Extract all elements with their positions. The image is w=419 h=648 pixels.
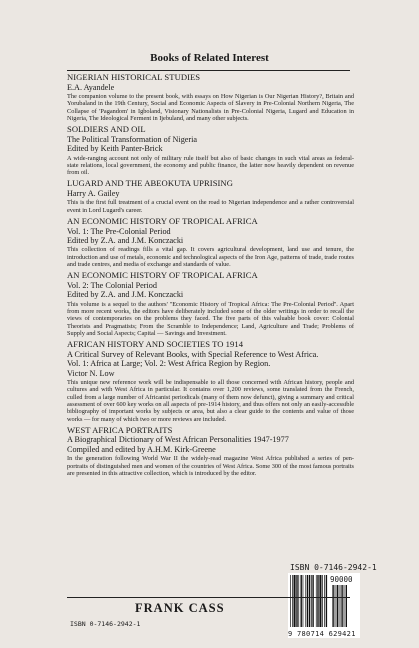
barcode-number: 9 780714 629421 [288, 630, 356, 638]
book-title: AFRICAN HISTORY AND SOCIETIES TO 1914 [67, 339, 244, 350]
book-entry [67, 340, 354, 423]
book-subtitle: A Critical Survey of Relevant Books, with Special Reference to West Africa. [67, 349, 319, 359]
book-entry [67, 179, 354, 214]
book-entry [67, 426, 354, 477]
top-divider [67, 70, 350, 71]
book-author: Victor N. Low [67, 368, 115, 378]
book-title: AN ECONOMIC HISTORY OF TROPICAL AFRICA [67, 216, 258, 227]
book-entry [67, 73, 354, 122]
book-list [67, 73, 354, 480]
book-description: A wide-ranging account not only of military rule itself but also of basic changes in such vital areas as federal-state relations, local government, the economy and public finance, the latter now heavily dependent on revenue from oil. [67, 154, 354, 177]
book-title: WEST AFRICA PORTRAITS [67, 424, 173, 435]
book-entry [67, 217, 354, 268]
book-subtitle: The Political Transformation of Nigeria [67, 134, 198, 144]
book-description: This unique new reference work will be indispensable to all those concerned with African history, people and cultures and with West Africa in particular. It contains over 1,200 reviews, some translated from the French, culled from a large number of Africanist periodicals (many of them now defunct), giving a summary and critical assessment of over 600 key works on all aspects of pre-1914 history, and thus offers not only an easily-accessible bibliography of important works by subjects or area, but also a clear guide to the contents and value of those works — for many of which two or more reviews are included. [67, 379, 354, 423]
book-author: Edited by Keith Panter-Brick [67, 144, 163, 154]
book-subtitle: Vol. 1: The Pre-Colonial Period [67, 226, 171, 236]
book-description: This collection of readings fills a vital gap. It covers agricultural development, land use and tenure, the introduction and use of metals, economic and technological aspects of the Iron Age, patterns of trade, trade routes and trade centres, and media of exchange and standards of value. [67, 246, 354, 269]
book-entry [67, 125, 354, 176]
book-title: LUGARD AND THE ABEOKUTA UPRISING [67, 178, 233, 189]
book-title: SOLDIERS AND OIL [67, 124, 146, 135]
book-author: Edited by Z.A. and J.M. Konczacki [67, 290, 184, 300]
book-description: This is the first full treatment of a crucial event on the road to Nigerian independence and a rather controversial event in Lord Lugard's career. [67, 199, 354, 214]
book-title: AN ECONOMIC HISTORY OF TROPICAL AFRICA [67, 270, 258, 281]
book-author: E.A. Ayandele [67, 82, 115, 92]
book-description: In the generation following World War II the widely-read magazine West Africa published a series of pen-portraits of distinguished men and women of the countries of West Africa. Some 300 of the most famous portraits are presented in this attractive collection, which is introduced by the editor. [67, 455, 354, 477]
book-title: NIGERIAN HISTORICAL STUDIES [67, 72, 201, 82]
book-author: Edited by Z.A. and J.M. Konczacki [67, 236, 184, 246]
publisher-name: FRANK CASS [135, 601, 225, 615]
book-author: Harry A. Gailey [67, 189, 120, 199]
book-volumes: Vol. 1: Africa at Large; Vol. 2: West Africa Region by Region. [67, 359, 271, 369]
book-entry [67, 271, 354, 337]
page-title: Books of Related Interest [150, 52, 269, 64]
bottom-divider [67, 597, 350, 598]
book-subtitle: A Biographical Dictionary of West African Personalities 1947-1977 [67, 435, 289, 445]
footer-isbn: ISBN 0-7146-2942-1 [70, 620, 141, 628]
book-author: Compiled and edited by A.H.M. Kirk-Greene [67, 444, 216, 454]
book-subtitle: Vol. 2: The Colonial Period [67, 280, 157, 290]
book-description: The companion volume to the present book, with essays on How Nigerian is Our Nigerian History?, Britain and Yorubaland in the 19th Century, Social and Economic Aspects of Slavery in Pre-Colonial Northern Nigeria, The Collapse of 'Pagandom' in Igboland, Visionary Nationalists in Pre-Colonial Nigeria, Lugard and Education in Nigeria, The Ideological Ferment in Ijebuland, and many other subjects. [67, 93, 354, 122]
barcode-isbn-label: ISBN 0-7146-2942-1 [290, 563, 377, 572]
barcode-addon-number: 90000 [330, 575, 353, 584]
book-description: This volume is a sequel to the authors' ''Economic History of Tropical Africa: The Pre-Colonial Period''. Apart from more recent works, the editors have deliberately included some of the older writings in order to recall the views of contemporaries on the problems they faced. The five parts of this valuable book cover: Colonial Theorists and Pragmatists; From the Scramble to Independence; Land, Agriculture and Trade; Problems of Supply and Social Aspects; Capital — Savings and Investment. [67, 300, 354, 337]
